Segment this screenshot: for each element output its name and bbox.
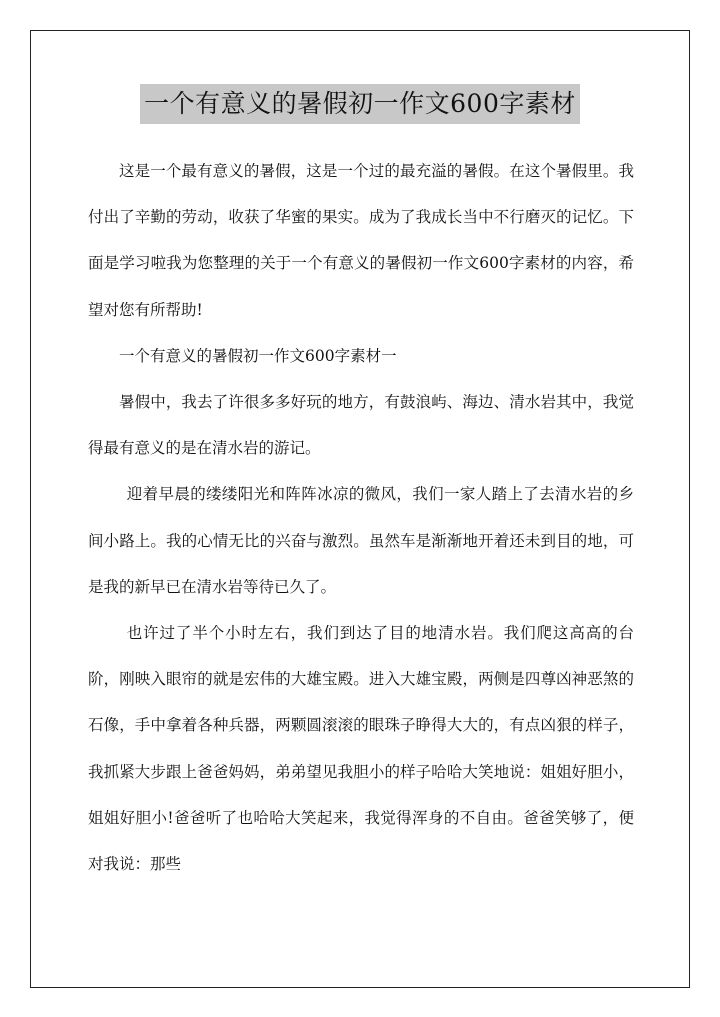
document-title: 一个有意义的暑假初一作文600字素材 [140, 84, 580, 124]
paragraph-1: 暑假中，我去了许很多多好玩的地方，有鼓浪屿、海边、清水岩其中，我觉得最有意义的是在清水岩的游记。 [88, 393, 634, 458]
title-container [0, 84, 720, 124]
document-body [88, 148, 634, 887]
paragraph-2: 迎着早晨的缕缕阳光和阵阵冰凉的微风，我们一家人踏上了去清水岩的乡间小路上。我的心情无比的兴奋与激烈。虽然车是渐渐地开着还未到目的地，可是我的新早已在清水岩等待已久了。 [88, 485, 634, 596]
paragraph-subheading: 一个有意义的暑假初一作文600字素材一 [119, 346, 397, 365]
paragraph-intro: 这是一个最有意义的暑假，这是一个过的最充溢的暑假。在这个暑假里。我付出了辛勤的劳动，收获了华蜜的果实。成为了我成长当中不行磨灭的记忆。下面是学习啦我为您整理的关于一个有意义的暑假初一作文600字素材的内容，希望对您有所帮助! [88, 162, 634, 319]
paragraph-3: 也许过了半个小时左右，我们到达了目的地清水岩。我们爬这高高的台阶，刚映入眼帘的就是宏伟的大雄宝殿。进入大雄宝殿，两侧是四尊凶神恶煞的石像，手中拿着各种兵器，两颗圆滚滚的眼珠子睁得大大的，有点凶狠的样子，我抓紧大步跟上爸爸妈妈，弟弟望见我胆小的样子哈哈大笑地说：姐姐好胆小，姐姐好胆小!爸爸听了也哈哈大笑起来，我觉得浑身的不自由。爸爸笑够了，便对我说：那些 [88, 624, 634, 874]
